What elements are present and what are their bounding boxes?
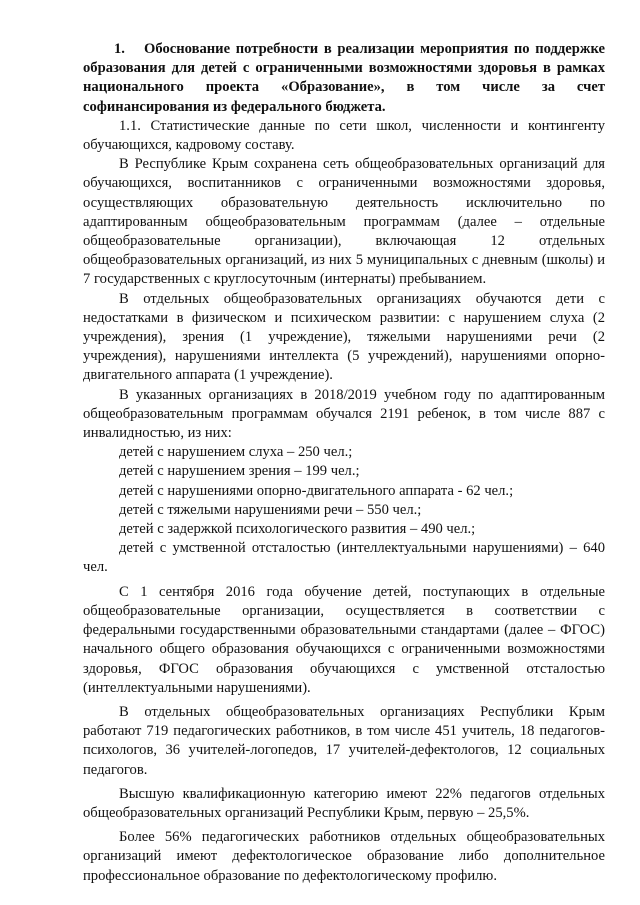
- list-item-vision: детей с нарушением зрения – 199 чел.;: [119, 463, 360, 480]
- section-heading: [83, 40, 605, 117]
- paragraph-defectology: Более 56% педагогических работников отдельных общеобразовательных организаций имеют дефектологическое образование либо дополнительное профессиональное образование по дефектологическому профилю.: [83, 829, 605, 884]
- paragraph-enrollment: В указанных организациях в 2018/2019 учебном году по адаптированным общеобразовательным программам обучался 2191 ребенок, в том числе 887 с инвалидностью, из них:: [83, 386, 605, 442]
- list-item-developmental-delay: детей с задержкой психологического развития – 490 чел.;: [119, 521, 476, 538]
- paragraph-categories: В отдельных общеобразовательных организациях обучаются дети с недостатками в физическом и психическом развитии: с нарушением слуха (2 учреждения), зрения (1 учреждение), тяжелыми нарушениями речи (2 учреждения), нарушениями интеллекта (5 учреждений), нарушениями опорно-двигательного аппарата (1 учреждение).: [83, 290, 605, 384]
- list-item-hearing: детей с нарушением слуха – 250 чел.;: [119, 444, 353, 461]
- section-number: 1.: [114, 41, 125, 57]
- paragraph-statistics-title: 1.1. Статистические данные по сети школ, численности и контингенту обучающихся, кадровому составу.: [83, 117, 605, 154]
- list-item-intellectual: детей с умственной отсталостью (интеллектуальными нарушениями) – 640 чел.: [83, 540, 605, 576]
- paragraph-staff: В отдельных общеобразовательных организациях Республики Крым работают 719 педагогических работников, в том числе 451 учитель, 18 педагогов-психологов, 36 учителей-логопедов, 17 учителей-дефектологов, 12 социальных педагогов.: [83, 703, 605, 778]
- list-item-speech: детей с тяжелыми нарушениями речи – 550 чел.;: [119, 501, 422, 518]
- section-heading-text: Обоснование потребности в реализации мероприятия по поддержке образования для детей с ограниченными возможностями здоровья в рамках национального проекта «Образование», в том числе за счет софинансирования из федерального бюджета.: [83, 41, 605, 115]
- document-body: [83, 40, 605, 886]
- paragraph-qualification: Высшую квалификационную категорию имеют 22% педагогов отдельных общеобразовательных организаций Республики Крым, первую – 25,5%.: [83, 785, 605, 821]
- list-item-musculoskeletal: детей с нарушениями опорно-двигательного аппарата - 62 чел.;: [119, 482, 514, 499]
- paragraph-network: В Республике Крым сохранена сеть общеобразовательных организаций для обучающихся, воспитанников с ограниченными возможностями здоровья, осуществляющих образовательную деятельность исключительно по адаптированным общеобразовательным программам (далее – отдельные общеобразовательные организации), включающая 12 отдельных общеобразовательных организаций, из них 5 муниципальных с дневным (школы) и 7 государственных с круглосуточным (интернаты) пребыванием.: [83, 156, 605, 288]
- paragraph-standards: С 1 сентября 2016 года обучение детей, поступающих в отдельные общеобразовательные организации, осуществляется в соответствии с федеральными государственными образовательными стандартами (далее – ФГОС) начального общего образования обучающихся с ограниченными возможностями здоровья, ФГОС образования обучающихся с умственной отсталостью (интеллектуальными нарушениями).: [83, 583, 605, 696]
